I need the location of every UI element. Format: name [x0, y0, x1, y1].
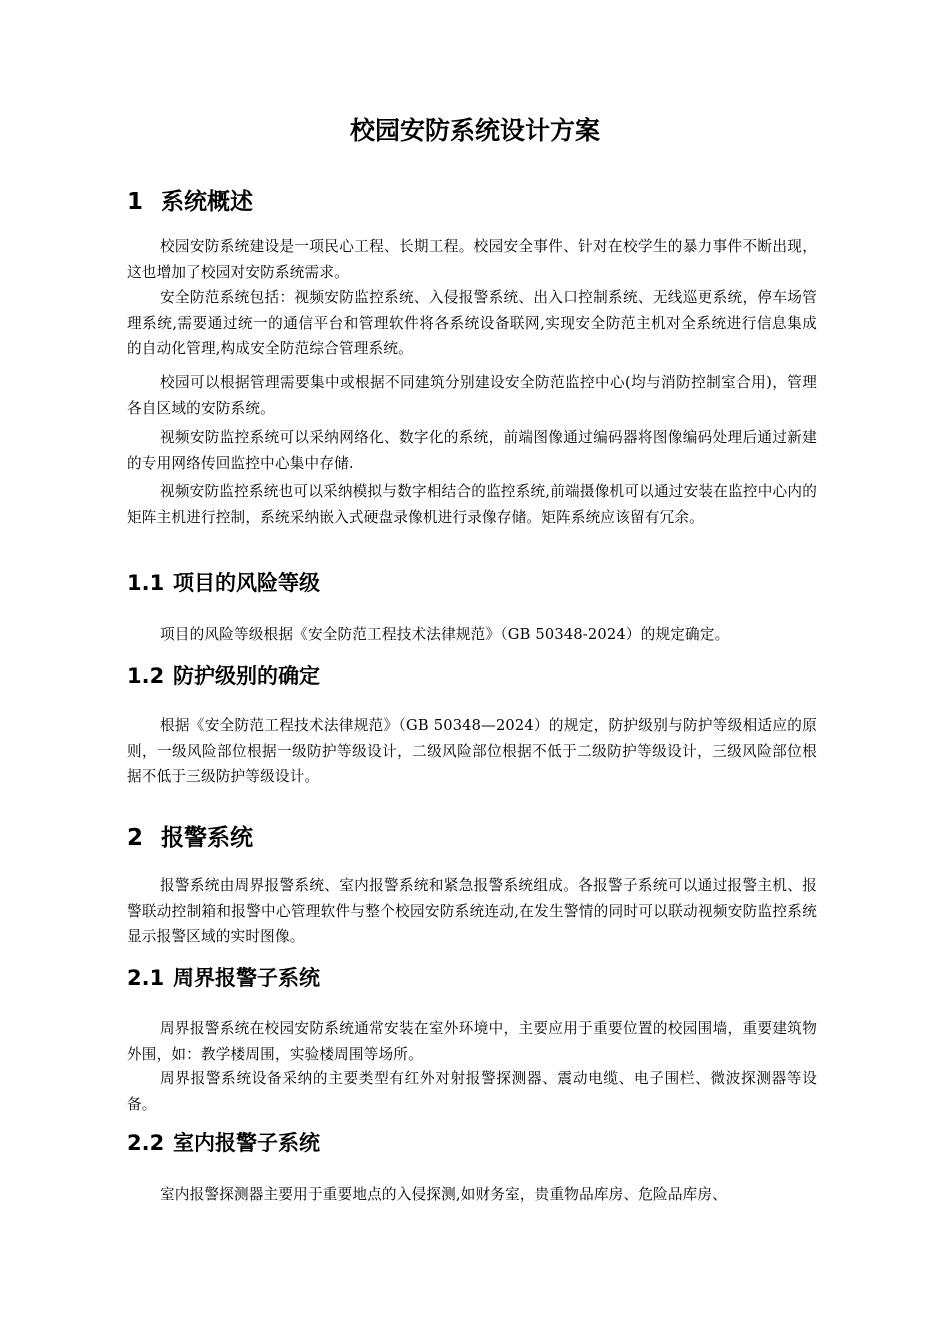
paragraph: 室内报警探测器主要用于重要地点的入侵探测,如财务室，贵重物品库房、危险品库房、	[160, 1186, 728, 1203]
section-title: 防护级别的确定	[173, 664, 320, 688]
paragraph: 周界报警系统在校园安防系统通常安装在室外环境中，主要应用于重要位置的校园围墙，重要建筑物外围，如：教学楼周围，实验楼周围等场所。	[127, 1020, 817, 1063]
section-heading-2	[127, 822, 253, 854]
paragraph: 报警系统由周界报警系统、室内报警系统和紧急报警系统组成。各报警子系统可以通过报警主机、报警联动控制箱和报警中心管理软件与整个校园安防系统连动,在发生警情的同时可以联动视频安防监控系统显示报警区域的实时图像。	[127, 877, 817, 945]
section-heading-1-2	[127, 661, 320, 691]
paragraph: 视频安防监控系统也可以采纳模拟与数字相结合的监控系统,前端摄像机可以通过安装在监控中心内的矩阵主机进行控制，系统采纳嵌入式硬盘录像机进行录像存储。矩阵系统应该留有冗余。	[127, 483, 817, 526]
section-heading-1	[127, 186, 253, 218]
section-number: 1.1	[127, 571, 165, 595]
paragraph: 校园可以根据管理需要集中或根据不同建筑分别建设安全防范监控中心(均与消防控制室合用)，管理各自区域的安防系统。	[127, 374, 817, 417]
section-number: 1.2	[127, 664, 165, 688]
paragraph: 项目的风险等级根据《安全防范工程技术法律规范》（GB 50348-2024）的规定确定。	[160, 626, 730, 643]
section-number: 1	[127, 189, 144, 215]
section-title: 系统概述	[161, 189, 253, 215]
paragraph: 安全防范系统包括：视频安防监控系统、入侵报警系统、出入口控制系统、无线巡更系统，停车场管理系统,需要通过统一的通信平台和管理软件将各系统设备联网,实现安全防范主机对全系统进行信息集成的自动化管理,构成安全防范综合管理系统。	[127, 289, 817, 357]
paragraph: 根据《安全防范工程技术法律规范》（GB 50348—2024）的规定，防护级别与防护等级相适应的原则，一级风险部位根据一级防护等级设计，二级风险部位根据不低于二级防护等级设计，三级风险部位根据不低于三级防护等级设计。	[127, 717, 817, 785]
section-heading-2-1	[127, 963, 320, 993]
paragraph: 视频安防监控系统可以采纳网络化、数字化的系统，前端图像通过编码器将图像编码处理后通过新建的专用网络传回监控中心集中存储.	[127, 429, 817, 472]
section-heading-1-1	[127, 568, 320, 598]
paragraph: 校园安防系统建设是一项民心工程、长期工程。校园安全事件、针对在校学生的暴力事件不断出现，这也增加了校园对安防系统需求。	[127, 238, 817, 281]
section-title: 室内报警子系统	[173, 1131, 320, 1155]
section-title: 周界报警子系统	[173, 966, 320, 990]
section-number: 2.2	[127, 1131, 165, 1155]
section-number: 2	[127, 825, 144, 851]
section-heading-2-2	[127, 1128, 320, 1158]
section-title: 项目的风险等级	[173, 571, 320, 595]
section-number: 2.1	[127, 966, 165, 990]
section-title: 报警系统	[161, 825, 253, 851]
document-title: 校园安防系统设计方案	[349, 116, 600, 145]
paragraph: 周界报警系统设备采纳的主要类型有红外对射报警探测器、震动电缆、电子围栏、微波探测器等设备。	[127, 1070, 817, 1113]
